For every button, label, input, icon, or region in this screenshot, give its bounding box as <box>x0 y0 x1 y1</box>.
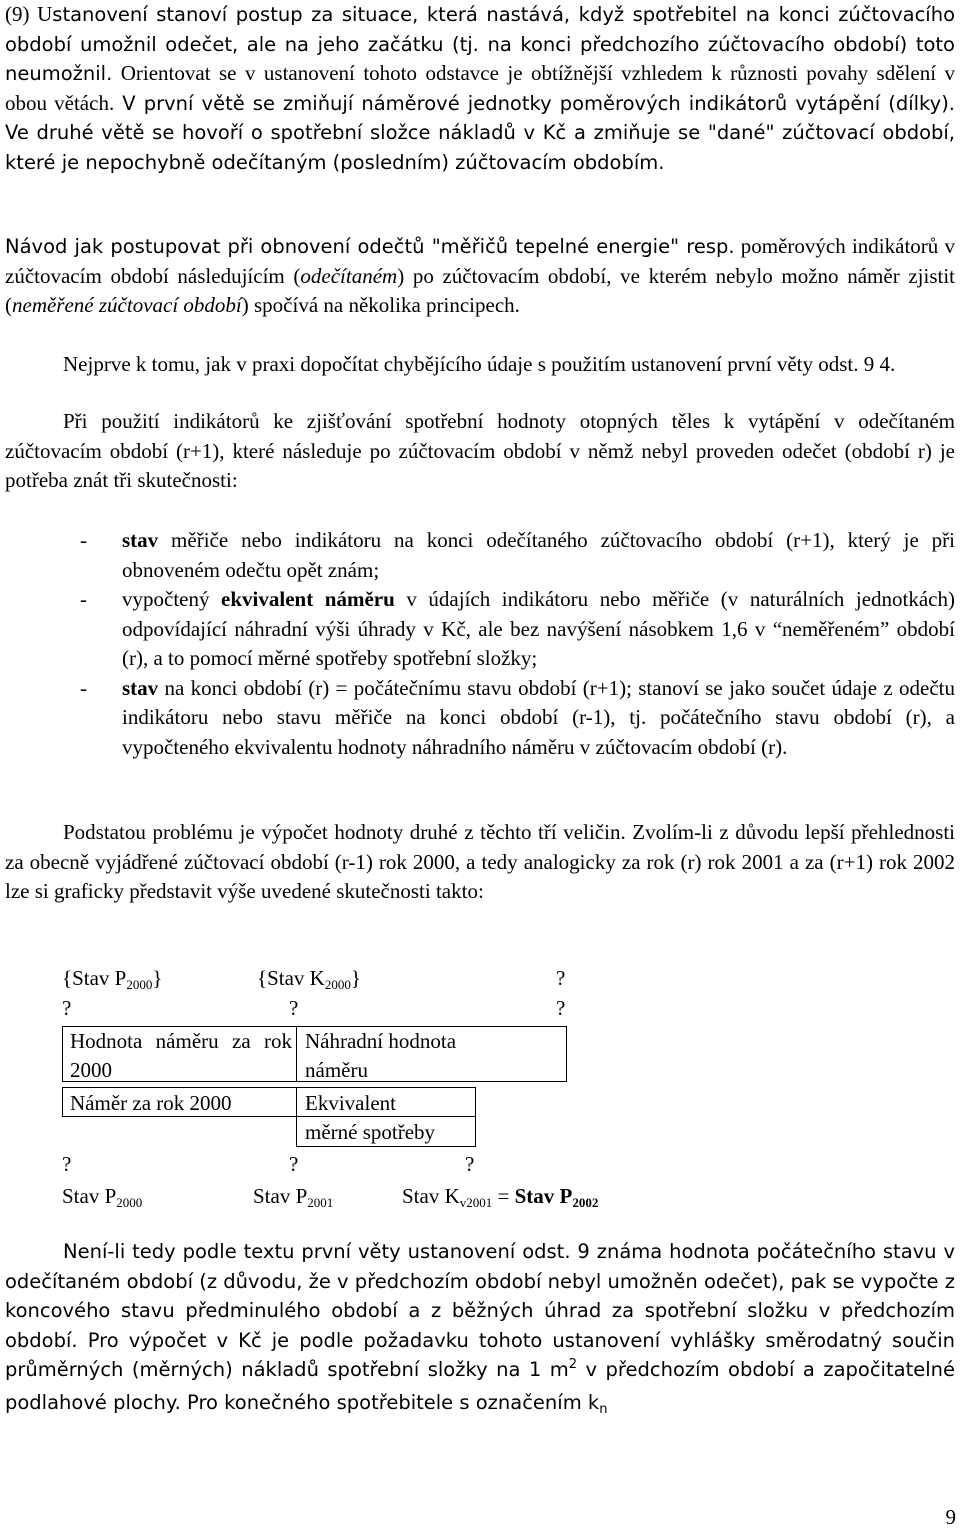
question-mark: ? <box>62 996 72 1020</box>
question-mark: ? <box>556 966 566 990</box>
label-stav-kv2001: Stav Kv2001 = Stav P2002 <box>402 1184 599 1210</box>
page-number: 9 <box>945 1505 956 1529</box>
list-item: - stav na konci období (r) = počátečnímu stavu období (r+1); stanoví se jako součet údaje z odečtu indikátoru nebo stavu měřiče na konci období (r-1), tj. počátečního stavu období (r), a vypočteného ekvivalentu hodnoty náhradního náměru v zúčtovacím období (r). <box>80 675 955 759</box>
label-stav-p2000: Stav P2000 <box>62 1184 143 1210</box>
label-stav-k2000-top: {Stav K2000} <box>257 966 361 992</box>
question-mark: ? <box>556 996 566 1020</box>
list-item: - vypočtený ekvivalent náměru v údajích indikátoru nebo měřiče (v naturálních jednotkách) odpovídající náhradní výši úhrady v Kč, ale bez navýšení násobkem 1,6 v “neměřeném” období (r), a to pomocí měrné spotřeby spotřební složky; <box>80 587 955 670</box>
box1-right-line2: náměru <box>305 1058 368 1082</box>
paragraph-nejprve: Nejprve k tomu, jak v praxi dopočítat chybějícího údaje s použitím ustanovení první věty odst. 9 4. <box>63 352 896 376</box>
box1-right-line1: Náhradní hodnota <box>305 1029 457 1053</box>
paragraph-navod: Návod jak postupovat při obnovení odečtů "měřičů tepelné energie" resp. poměrových indikátorů v zúčtovacím období následujícím (odečítaném) po zúčtovacím období, ve kterém nebylo možno náměr zjistit (neměřené zúčtovací období) spočívá na několika principech. <box>5 234 956 317</box>
paragraph-pri-pouziti: Při použití indikátorů ke zjišťování spotřební hodnoty otopných těles k vytápění v odečítaném zúčtovacím období (r+1), které následuje po zúčtovacím období v němž nebyl proveden odečet (období r) je potřeba znát tři skutečnosti: <box>5 409 955 492</box>
paragraph-label: (9) <box>5 2 30 26</box>
question-mark: ? <box>289 1152 299 1176</box>
question-mark: ? <box>289 996 299 1020</box>
paragraph-podstatou: Podstatou problému je výpočet hodnoty druhé z těchto tří veličin. Zvolím-li z důvodu lepší přehlednosti za obecně vyjádřené zúčtovací období (r-1) rok 2000, a tedy analogicky za rok (r) rok 2001 a za (r+1) rok 2002 lze si graficky představit výše uvedené skutečnosti takto: <box>5 820 955 903</box>
question-mark: ? <box>62 1152 72 1176</box>
box2-left-text: Náměr za rok 2000 <box>70 1091 232 1115</box>
list-item: - stav měřiče nebo indikátoru na konci odečítaného zúčtovacího období (r+1), který je při obnoveném odečtu opět znám; <box>80 528 955 582</box>
state-diagram <box>0 964 960 1224</box>
box2-right-line1: Ekvivalent <box>305 1091 396 1115</box>
facts-list <box>5 526 955 762</box>
box1-left-text: Hodnota náměru za rok 2000 <box>70 1029 292 1082</box>
label-stav-p2001: Stav P2001 <box>253 1184 334 1210</box>
label-stav-p2000-top: {Stav P2000} <box>62 966 163 992</box>
paragraph-9: (9) Ustanovení stanoví postup za situace, která nastává, když spotřebitel na konci zúčtovacího období umožnil odečet, ale na jeho začátku (tj. na konci předchozího zúčtovacího období) toto neumožnil. Orientovat se v ustanovení tohoto odstavce je obtížnější vzhledem k různosti povahy sdělení v obou větách. V první větě se zmiňují náměrové jednotky poměrových indikátorů vytápění (dílky). Ve druhé větě se hovoří o spotřební složce nákladů v Kč a zmiňuje se "dané" zúčtovací období, které je nepochybně odečítaným (posledním) zúčtovacím obdobím. <box>5 2 956 174</box>
box2-right-line2: měrné spotřeby <box>305 1120 436 1144</box>
label-stav-p2002: Stav P2002 <box>514 1184 599 1210</box>
question-mark: ? <box>465 1152 475 1176</box>
paragraph-neni-li: Není-li tedy podle textu první věty ustanovení odst. 9 známa hodnota počátečního stavu v odečítaném období (z důvodu, že v předchozím období nebyl umožněn odečet), pak se vypočte z koncového stavu předminulého období a z běžných úhrad za spotřební složku v předchozím období. Pro výpočet v Kč je podle požadavku tohoto ustanovení vyhlášky směrodatný součin průměrných (měrných) nákladů spotřební složky na 1 $m^2$ v předchozím období a započitatelné podlahové plochy. Pro konečného spotřebitele s označením $k_n$ <box>5 1240 955 1417</box>
